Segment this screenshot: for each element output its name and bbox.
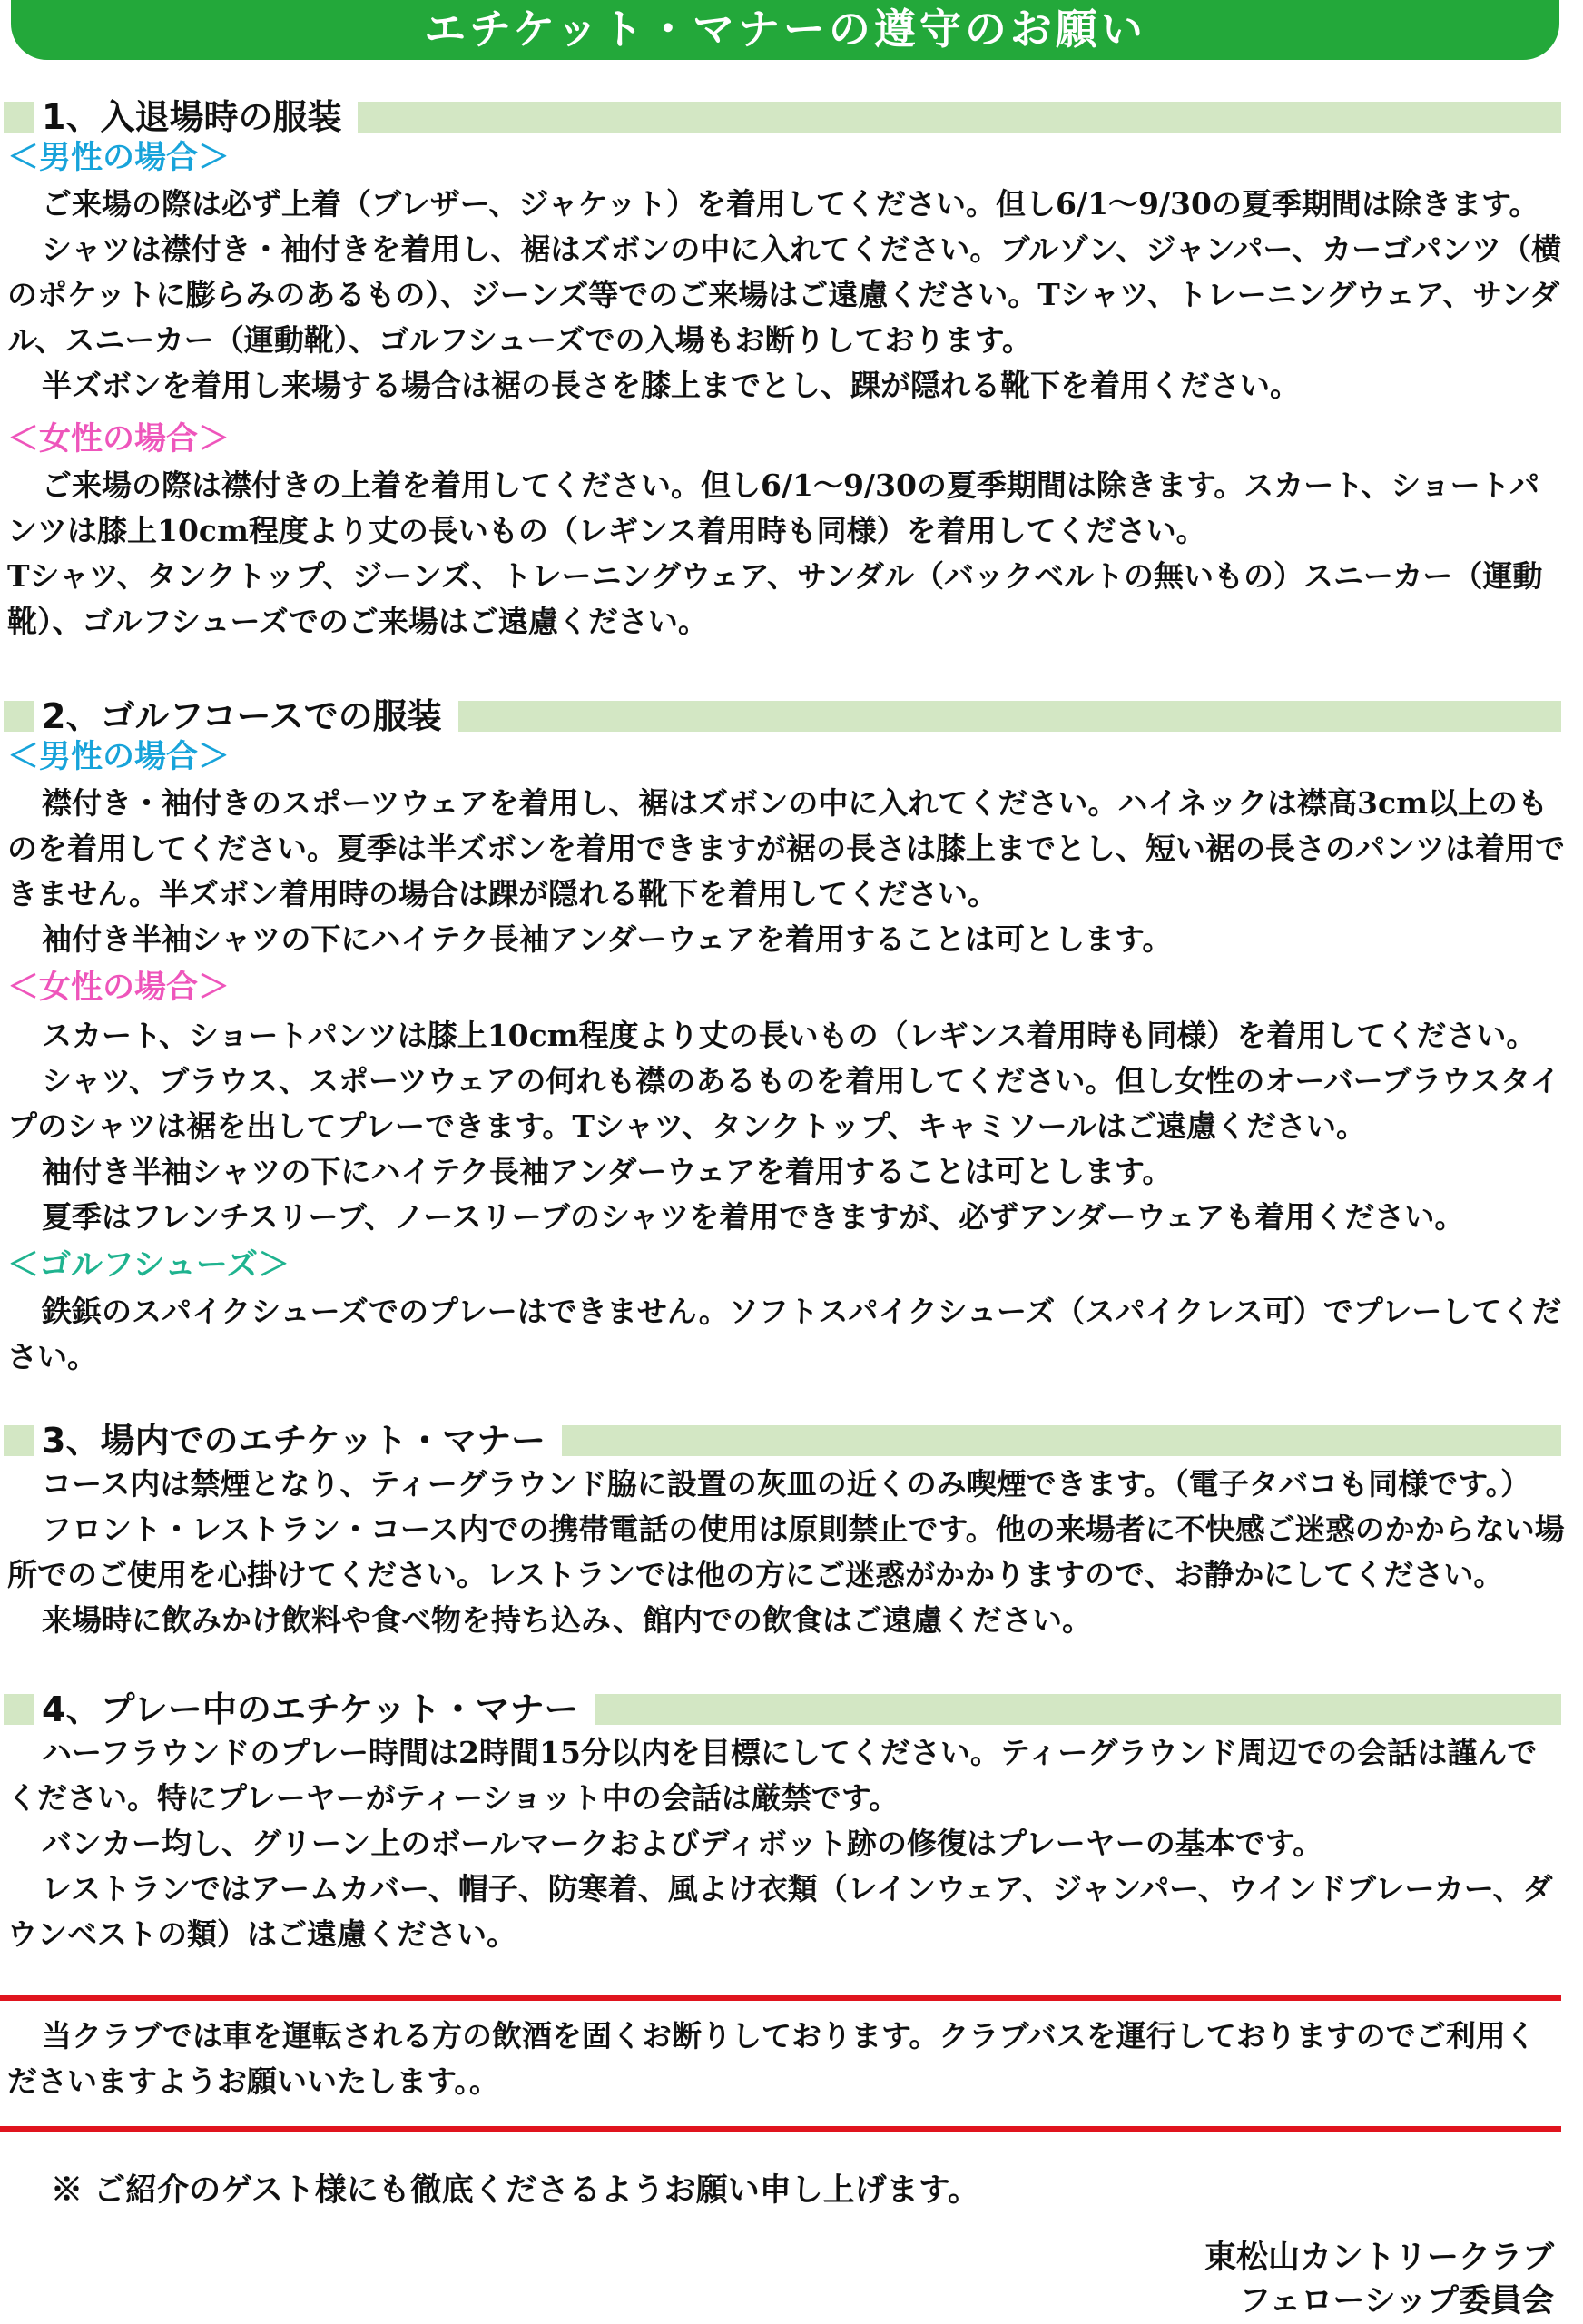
s4-text <box>7 1730 1565 1957</box>
notice-text <box>7 2014 1565 2104</box>
section-1-heading-bar <box>4 97 1561 137</box>
notice-bottom-rule <box>0 2126 1561 2132</box>
section-1-heading: 1、入退場時の服装 <box>34 96 358 138</box>
s1-men-p2: シャツは襟付き・袖付きを着用し、裾はズボンの中に入れてください。ブルゾン、ジャンパー、カーゴパンツ（横のポケットに膨らみのあるもの）、ジーンズ等でのご来場はご遠慮ください。Tシャツ、トレーニングウェア、サンダル、スニーカー（運動靴）、ゴルフシューズでの入場もお断りしております。 <box>7 231 1562 358</box>
section-4-heading-bar <box>4 1689 1561 1729</box>
s2-men-p1: 襟付き・袖付きのスポーツウェアを着用し、裾はズボンの中に入れてください。ハイネックは襟高3cm以上のものを着用してください。夏季は半ズボンを着用できますが裾の長さは膝上までとし、短い裾の長さのパンツは着用できません。半ズボン着用時の場合は踝が隠れる靴下を着用してください。 <box>7 785 1565 911</box>
s2-shoes-label: ＜ゴルフシューズ＞ <box>7 1247 290 1284</box>
s2-women-label: ＜女性の場合＞ <box>7 970 231 1006</box>
s2-women-p4: 夏季はフレンチスリーブ、ノースリーブのシャツを着用できますが、必ずアンダーウェアも着用ください。 <box>42 1199 1465 1235</box>
page-title: エチケット・マナーの遵守のお願い <box>11 0 1559 60</box>
s3-p1: コース内は禁煙となり、ティーグラウンド脇に設置の灰皿の近くのみ喫煙できます。（電子タバコも同様です。） <box>42 1466 1531 1502</box>
s3-p2: フロント・レストラン・コース内での携帯電話の使用は原則禁止です。他の来場者に不快感ご迷惑のかからない場所でのご使用を心掛けてください。レストランでは他の方にご迷惑がかかりますので、お静かにしてください。 <box>7 1512 1565 1592</box>
s4-p3: レストランではアームカバー、帽子、防寒着、風よけ衣類（レインウェア、ジャンパー、ウインドブレーカー、ダウンベストの類）はご遠慮ください。 <box>7 1871 1553 1952</box>
s3-p3: 来場時に飲みかけ飲料や食べ物を持ち込み、館内での飲食はご遠慮ください。 <box>42 1602 1092 1638</box>
s1-men-text <box>7 182 1565 409</box>
s2-men-text <box>7 781 1565 962</box>
section-3-heading: 3、場内でのエチケット・マナー <box>34 1420 562 1462</box>
s2-women-text <box>7 1013 1565 1240</box>
s1-women-text <box>7 463 1565 645</box>
guest-note: ※ ご紹介のゲスト様にも徹底くださるようお願い申し上げます。 <box>51 2171 979 2209</box>
s2-shoes-p1: 鉄鋲のスパイクシューズでのプレーはできません。ソフトスパイクシューズ（スパイクレス可）でプレーしてください。 <box>7 1294 1562 1374</box>
signature-committee: フェローシップ委員会 <box>1239 2282 1554 2319</box>
section-4-heading: 4、プレー中のエチケット・マナー <box>34 1689 595 1730</box>
s4-p1: ハーフラウンドのプレー時間は2時間15分以内を目標にしてください。ティーグラウンド周辺での会話は謹んでください。特にプレーヤーがティーショット中の会話は厳禁です。 <box>7 1735 1538 1816</box>
s2-women-p3: 袖付き半袖シャツの下にハイテク長袖アンダーウェアを着用することは可とします。 <box>42 1154 1173 1189</box>
s1-women-label: ＜女性の場合＞ <box>7 421 231 458</box>
s1-men-p3: 半ズボンを着用し来場する場合は裾の長さを膝上までとし、踝が隠れる靴下を着用ください。 <box>42 368 1300 403</box>
s2-shoes-text <box>7 1289 1565 1380</box>
section-2-heading-bar <box>4 696 1561 736</box>
section-3-heading-bar <box>4 1421 1561 1461</box>
s2-men-label: ＜男性の場合＞ <box>7 739 231 775</box>
s3-text <box>7 1462 1565 1643</box>
s2-women-p2: シャツ、ブラウス、スポーツウェアの何れも襟のあるものを着用してください。但し女性のオーバーブラウスタイプのシャツは裾を出してプレーできます。Tシャツ、タンクトップ、キャミソールはご遠慮ください。 <box>7 1063 1560 1144</box>
s4-p2: バンカー均し、グリーン上のボールマークおよびディボット跡の修復はプレーヤーの基本です。 <box>42 1826 1323 1861</box>
notice-p1: 当クラブでは車を運転される方の飲酒を固くお断りしております。クラブバスを運行しておりますのでご利用くださいますようお願いいたします。。 <box>7 2018 1536 2099</box>
notice-top-rule <box>0 1995 1561 2001</box>
signature-org: 東松山カントリークラブ <box>1204 2239 1554 2276</box>
s1-women-p2: Tシャツ、タンクトップ、ジーンズ、トレーニングウェア、サンダル（バックベルトの無いもの）スニーカー（運動靴）、ゴルフシューズでのご来場はご遠慮ください。 <box>7 558 1543 639</box>
s2-men-p2: 袖付き半袖シャツの下にハイテク長袖アンダーウェアを着用することは可とします。 <box>42 921 1173 957</box>
s2-women-p1: スカート、ショートパンツは膝上10cm程度より丈の長いもの（レギンス着用時も同様）を着用してください。 <box>42 1018 1537 1053</box>
section-2-heading: 2、ゴルフコースでの服装 <box>34 695 458 737</box>
s1-men-p1: ご来場の際は必ず上着（ブレザー、ジャケット）を着用してください。但し6/1～9/30の夏季期間は除きます。 <box>42 186 1539 222</box>
s1-men-label: ＜男性の場合＞ <box>7 140 231 176</box>
s1-women-p1: ご来場の際は襟付きの上着を着用してください。但し6/1～9/30の夏季期間は除きます。スカート、ショートパンツは膝上10cm程度より丈の長いもの（レギンス着用時も同様）を着用してください。 <box>7 468 1539 548</box>
